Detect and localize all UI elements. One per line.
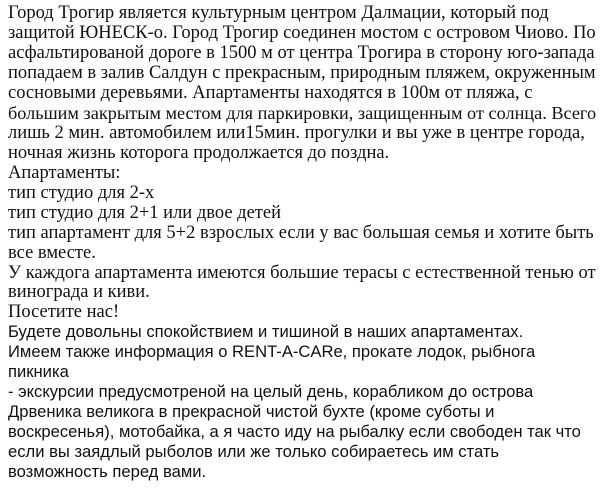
- list-item: все вместе.: [8, 242, 96, 263]
- text-line: пикника: [8, 362, 69, 382]
- text-line: Будете довольны спокойствием и тишиной в наших апартаментах.: [8, 322, 524, 342]
- text-line: если вы заядлый рыболов или же только собираетесь им стать: [8, 442, 500, 462]
- text-line: большим закрытым местом для паркировки, защищенным от солнца. Всего: [8, 102, 597, 123]
- section-heading: Апартаменты:: [8, 162, 121, 183]
- text-line: защитой ЮНЕСК-о. Город Трогир соединен мостом с островом Чиово. По: [8, 23, 596, 43]
- text-line: возможность перед вами.: [8, 462, 207, 481]
- text-line: асфальтированой дороге в 1500 м от центра Трогира в сторону юго-запада: [8, 42, 595, 63]
- text-line: Имеем также информация о RENT-A-CARe, прокате лодок, рыбнога: [8, 342, 536, 362]
- text-line: сосновыми деревьями. Апартаменты находятся в 100м от пляжа, с: [8, 82, 533, 103]
- text-line: Дрвеника великога в прекрасной чистой бухте (кроме суботы и: [8, 402, 495, 422]
- text-line: Город Трогир является культурным центром Далмации, который под: [8, 3, 549, 23]
- text-line: попадаем в залив Салдун с прекрасным, природным пляжем, окруженным: [8, 62, 596, 83]
- list-item: тип апартамент для 5+2 взрослых если у вас большая семья и хотите быть: [8, 222, 594, 243]
- text-line: - экскурсии предусмотреной на целый день, корабликом до острова: [8, 382, 534, 402]
- text-line: ночная жизнь которога продолжается до поздна.: [8, 142, 390, 163]
- list-item: тип студио для 2-х: [8, 182, 155, 203]
- text-line: Посетите нас!: [8, 302, 120, 323]
- text-line: У каждога апартамента имеются большие терасы с естественной тенью от: [8, 262, 596, 283]
- text-line: воскресенья), мотобайка, а я часто иду на рыбалку если свободен так что: [8, 422, 581, 442]
- text-line: лишь 2 мин. автомобилем или15мин. прогулки и вы уже в центре города,: [8, 122, 585, 143]
- text-line: винограда и киви.: [8, 282, 150, 303]
- list-item: тип студио для 2+1 или двое детей: [8, 202, 281, 223]
